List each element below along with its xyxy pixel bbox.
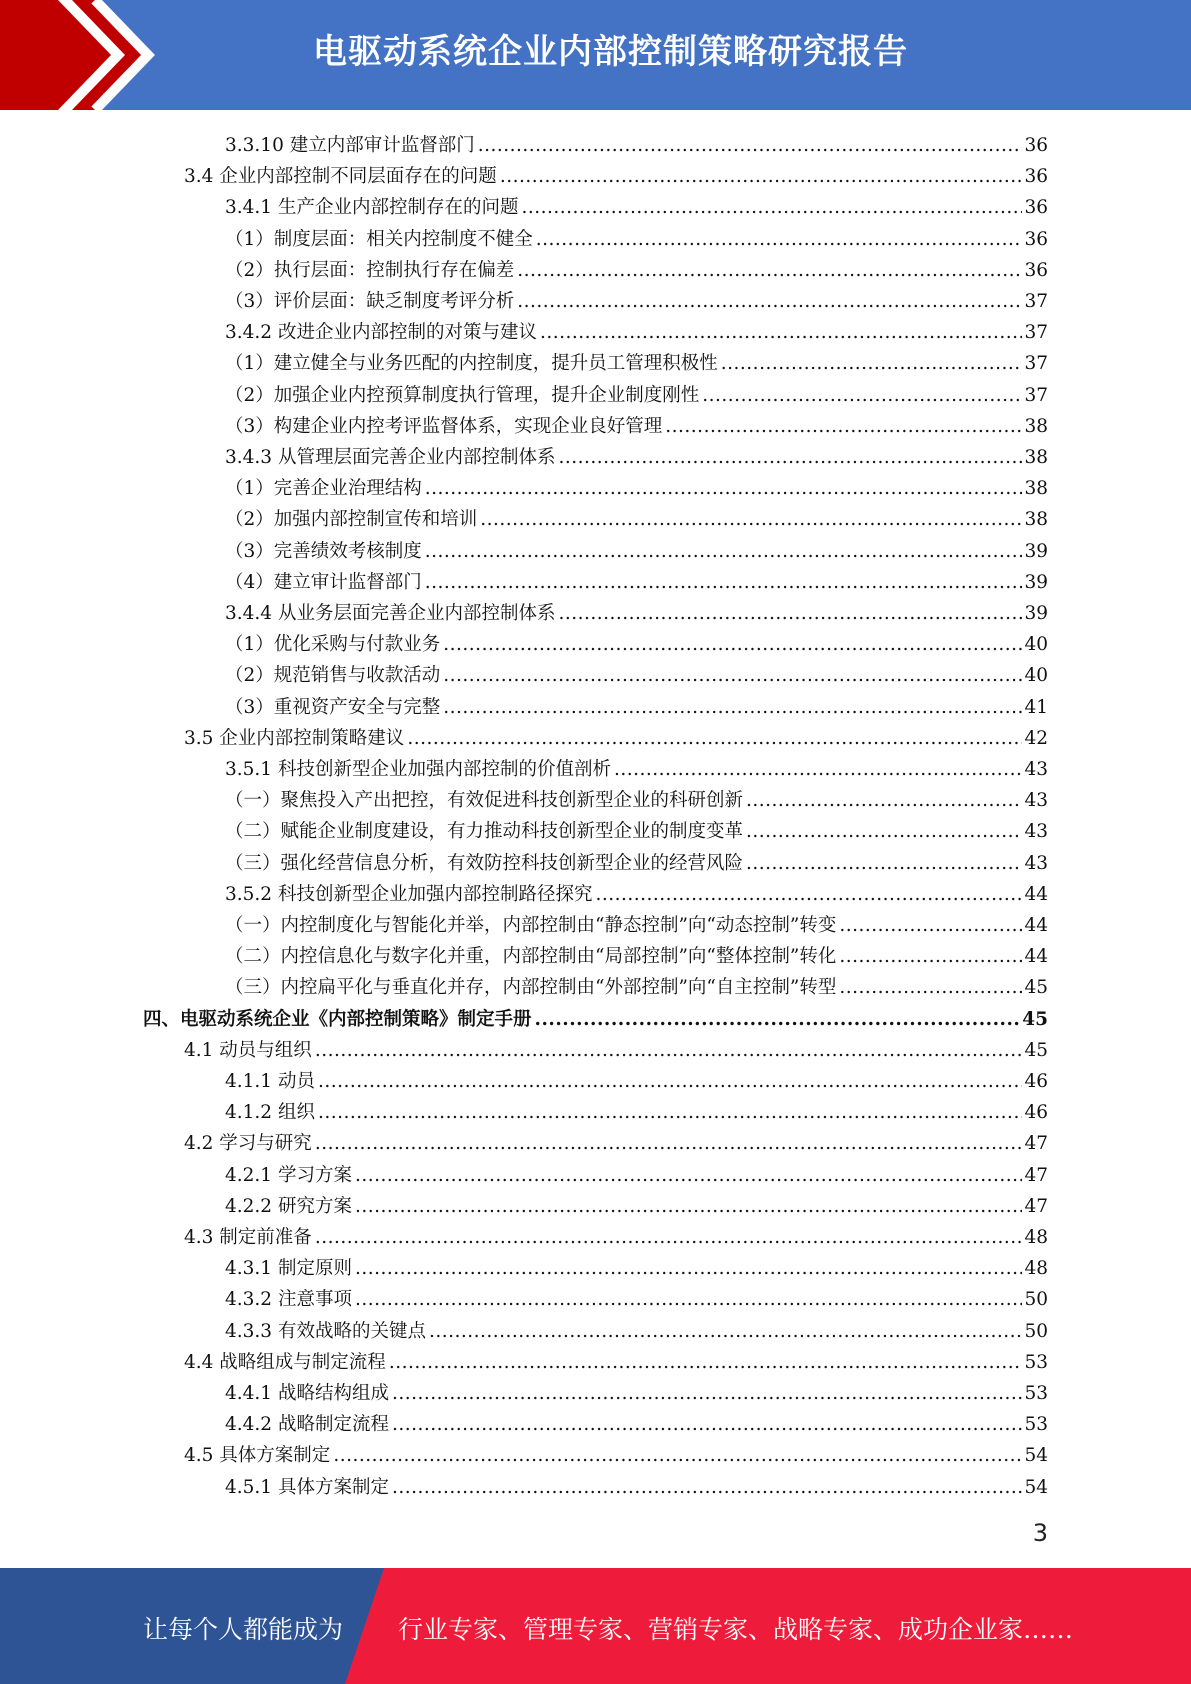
toc-entry-page: 45: [1024, 977, 1048, 999]
toc-entry-page: 39: [1024, 603, 1048, 624]
toc-entry-label: （三）强化经营信息分析，有效防控科技创新型企业的经营风险: [225, 852, 744, 874]
toc-entry[interactable]: [225, 1156, 1048, 1187]
toc-entry-page: 43: [1024, 821, 1048, 843]
toc-entry-page: 37: [1024, 384, 1048, 406]
toc-entry-label: （3）构建企业内控考评监督体系，实现企业良好管理: [225, 415, 663, 437]
toc-entry[interactable]: [225, 875, 1048, 906]
toc-entry[interactable]: [225, 438, 1048, 469]
toc-entry[interactable]: [225, 282, 1048, 313]
toc-entry-page: 54: [1024, 1476, 1048, 1498]
toc-entry-page: 43: [1024, 790, 1048, 812]
toc-leader-dots: [535, 1009, 1021, 1031]
toc-entry[interactable]: [184, 1343, 1048, 1374]
toc-entry[interactable]: [225, 126, 1048, 157]
toc-entry-page: 45: [1024, 1039, 1048, 1061]
toc-leader-dots: [429, 1321, 1022, 1343]
toc-entry-label: 4.5.1 具体方案制定: [225, 1476, 389, 1498]
toc-entry-page: 36: [1024, 259, 1048, 281]
toc-entry[interactable]: [225, 688, 1048, 719]
toc-entry[interactable]: [225, 188, 1048, 219]
toc-leader-dots: [425, 478, 1023, 500]
toc-entry-label: （4）建立审计监督部门: [225, 571, 422, 593]
toc-entry-label: 3.4 企业内部控制不同层面存在的问题: [184, 166, 497, 188]
toc-entry-label: （2）执行层面：控制执行存在偏差: [225, 259, 515, 281]
toc-entry-page: 38: [1024, 447, 1048, 468]
toc-leader-dots: [318, 1071, 1023, 1093]
toc-entry[interactable]: [225, 750, 1048, 781]
toc-leader-dots: [746, 853, 1022, 875]
toc-entry-label: 4.3.1 制定原则: [225, 1258, 352, 1280]
toc-leader-dots: [746, 790, 1022, 812]
toc-entry-page: 39: [1024, 540, 1048, 562]
toc-entry-page: 42: [1024, 727, 1048, 749]
toc-entry-page: 48: [1024, 1227, 1048, 1248]
footer-slogan-left: 让每个人都能成为: [143, 1615, 344, 1644]
toc-entry-label: （1）完善企业治理结构: [225, 478, 422, 500]
toc-entry-label: 4.5 具体方案制定: [184, 1445, 331, 1467]
toc-entry-page: 37: [1024, 322, 1048, 344]
toc-entry[interactable]: [184, 157, 1048, 188]
toc-leader-dots: [536, 229, 1023, 251]
toc-leader-dots: [595, 884, 1022, 906]
toc-entry-page: 36: [1024, 135, 1048, 156]
toc-leader-dots: [500, 166, 1023, 188]
toc-entry-page: 38: [1024, 415, 1048, 437]
toc-entry-label: （二）内控信息化与数字化并重，内部控制由“局部控制”向“整体控制”转化: [225, 946, 837, 968]
toc-entry-label: （1）制度层面：相关内控制度不健全: [225, 228, 533, 250]
toc-entry[interactable]: [225, 906, 1048, 937]
toc-leader-dots: [318, 1102, 1023, 1124]
toc-leader-dots: [392, 1414, 1022, 1436]
toc-entry-label: 3.4.1 生产企业内部控制存在的问题: [225, 197, 519, 219]
footer-slogan-right: 行业专家、管理专家、营销专家、战略专家、成功企业家……: [398, 1615, 1074, 1644]
toc-entry-page: 50: [1024, 1289, 1048, 1311]
toc-entry-page: 53: [1024, 1414, 1048, 1436]
toc-entry[interactable]: [225, 1093, 1048, 1124]
toc-entry-label: （二）赋能企业制度建设，有力推动科技创新型企业的制度变革: [225, 821, 744, 843]
toc-entry-label: （三）内控扁平化与垂直化并存，内部控制由“外部控制”向“自主控制”转型: [225, 977, 837, 999]
toc-leader-dots: [443, 665, 1022, 687]
toc-entry[interactable]: [225, 344, 1048, 375]
toc-leader-dots: [517, 291, 1022, 313]
toc-entry-page: 41: [1024, 696, 1048, 718]
toc-leader-dots: [480, 509, 1022, 531]
toc-entry-page: 44: [1024, 883, 1048, 905]
toc-entry[interactable]: [225, 1374, 1048, 1405]
toc-leader-dots: [392, 1477, 1022, 1499]
toc-entry[interactable]: [225, 1062, 1048, 1093]
toc-entry[interactable]: [225, 220, 1048, 251]
toc-entry-label: （1）建立健全与业务匹配的内控制度，提升员工管理积极性: [225, 353, 718, 375]
toc-entry-page: 47: [1024, 1164, 1048, 1186]
toc-entry[interactable]: [225, 469, 1048, 500]
toc-entry-label: （一）聚焦投入产出把控，有效促进科技创新型企业的科研创新: [225, 790, 744, 812]
toc-entry[interactable]: [225, 781, 1048, 812]
toc-entry-page: 36: [1024, 228, 1048, 250]
toc-leader-dots: [478, 135, 1023, 157]
toc-entry[interactable]: [184, 1436, 1048, 1467]
toc-leader-dots: [839, 946, 1022, 968]
toc-entry-page: 36: [1024, 197, 1048, 219]
toc-entry-page: 47: [1024, 1195, 1048, 1217]
toc-entry[interactable]: [225, 532, 1048, 563]
toc-entry-label: 3.3.10 建立内部审计监督部门: [225, 135, 475, 156]
toc-entry-page: 45: [1022, 1008, 1048, 1030]
toc-entry[interactable]: [225, 407, 1048, 438]
toc-entry-label: 4.1.1 动员: [225, 1071, 315, 1092]
toc-leader-dots: [392, 1383, 1022, 1405]
toc-entry[interactable]: [225, 968, 1048, 999]
toc-entry-page: 37: [1024, 291, 1048, 312]
toc-leader-dots: [702, 385, 1022, 407]
toc-entry-label: 4.4.1 战略结构组成: [225, 1383, 389, 1404]
toc-leader-dots: [425, 541, 1023, 563]
toc-entry[interactable]: [225, 844, 1048, 875]
toc-entry[interactable]: [225, 1280, 1048, 1311]
toc-entry-label: 4.3 制定前准备: [184, 1227, 312, 1248]
toc-entry-page: 38: [1024, 478, 1048, 500]
toc-entry[interactable]: [225, 625, 1048, 656]
toc-entry-page: 40: [1024, 634, 1048, 656]
toc-entry-page: 43: [1024, 852, 1048, 874]
toc-entry-label: 4.2 学习与研究: [184, 1133, 312, 1155]
toc-entry-label: （1）优化采购与付款业务: [225, 634, 441, 656]
toc-leader-dots: [355, 1289, 1023, 1311]
toc-entry-page: 50: [1024, 1320, 1048, 1342]
toc-entry-label: 3.4.4 从业务层面完善企业内部控制体系: [225, 603, 556, 624]
toc-entry[interactable]: [225, 1405, 1048, 1436]
toc-leader-dots: [540, 322, 1022, 344]
toc-entry-page: 36: [1024, 166, 1048, 188]
toc-entry-page: 46: [1024, 1071, 1048, 1092]
toc-entry[interactable]: [225, 1312, 1048, 1343]
toc-entry[interactable]: [184, 1124, 1048, 1155]
toc-leader-dots: [315, 1040, 1023, 1062]
toc-entry[interactable]: [225, 376, 1048, 407]
toc-leader-dots: [315, 1133, 1023, 1155]
toc-leader-dots: [521, 197, 1022, 219]
toc-entry[interactable]: [225, 563, 1048, 594]
toc-entry-label: 3.5.1 科技创新型企业加强内部控制的价值剖析: [225, 759, 611, 780]
toc-entry-label: （2）加强内部控制宣传和培训: [225, 509, 478, 531]
toc-entry[interactable]: [225, 1187, 1048, 1218]
toc-entry-label: 4.1 动员与组织: [184, 1039, 312, 1061]
toc-leader-dots: [315, 1227, 1023, 1249]
toc-entry-label: （3）评价层面：缺乏制度考评分析: [225, 291, 515, 312]
toc-leader-dots: [839, 977, 1022, 999]
toc-entry-label: （一）内控制度化与智能化并举，内部控制由“静态控制”向“动态控制”转变: [225, 915, 837, 936]
toc-entry-label: （2）加强企业内控预算制度执行管理，提升企业制度刚性: [225, 384, 700, 406]
toc-entry-label: 四、电驱动系统企业《内部控制策略》制定手册: [143, 1008, 532, 1030]
toc-entry[interactable]: [225, 594, 1048, 625]
toc-entry-label: 3.5 企业内部控制策略建议: [184, 727, 405, 749]
toc-entry-label: 4.4 战略组成与制定流程: [184, 1351, 386, 1373]
toc-leader-dots: [425, 572, 1023, 594]
toc-entry-page: 47: [1024, 1133, 1048, 1155]
toc-leader-dots: [355, 1196, 1023, 1218]
toc-entry-page: 54: [1024, 1445, 1048, 1467]
toc-entry-page: 44: [1024, 915, 1048, 936]
toc-entry-page: 46: [1024, 1102, 1048, 1124]
toc-entry-page: 43: [1024, 759, 1048, 780]
toc-entry-page: 53: [1024, 1351, 1048, 1373]
toc-entry-page: 48: [1024, 1258, 1048, 1280]
toc-entry-label: 3.4.2 改进企业内部控制的对策与建议: [225, 322, 537, 344]
toc-entry-label: （3）完善绩效考核制度: [225, 540, 422, 562]
toc-leader-dots: [665, 416, 1022, 438]
toc-entry[interactable]: [225, 656, 1048, 687]
toc-leader-dots: [389, 1352, 1023, 1374]
toc-entry-page: 39: [1024, 571, 1048, 593]
toc-entry[interactable]: [225, 313, 1048, 344]
toc-entry-page: 44: [1024, 946, 1048, 968]
toc-entry[interactable]: [225, 1249, 1048, 1280]
toc-entry-label: 4.1.2 组织: [225, 1102, 315, 1124]
toc-leader-dots: [721, 353, 1023, 375]
toc-leader-dots: [355, 1165, 1023, 1187]
toc-entry-label: （2）规范销售与收款活动: [225, 665, 441, 687]
toc-entry[interactable]: [184, 1031, 1048, 1062]
toc-entry-label: 4.2.2 研究方案: [225, 1195, 352, 1217]
toc-entry-label: 4.2.1 学习方案: [225, 1164, 352, 1186]
toc-leader-dots: [558, 447, 1022, 469]
toc-entry[interactable]: [225, 937, 1048, 968]
toc-leader-dots: [614, 759, 1022, 781]
toc-entry-page: 37: [1024, 353, 1048, 375]
toc-entry[interactable]: [225, 251, 1048, 282]
toc-entry-page: 53: [1024, 1383, 1048, 1404]
toc-leader-dots: [746, 821, 1022, 843]
toc-entry[interactable]: [184, 719, 1048, 750]
toc-leader-dots: [517, 260, 1022, 282]
page-header: [0, 0, 1191, 110]
toc-leader-dots: [443, 697, 1022, 719]
toc-entry[interactable]: [225, 1468, 1048, 1499]
toc-leader-dots: [355, 1258, 1023, 1280]
document-title: 电驱动系统企业内部控制策略研究报告: [313, 32, 908, 72]
toc-entry-page: 40: [1024, 665, 1048, 687]
toc-entry-label: 3.4.3 从管理层面完善企业内部控制体系: [225, 447, 556, 468]
page-footer: [0, 1568, 1191, 1684]
toc-leader-dots: [333, 1445, 1022, 1467]
toc-entry[interactable]: [143, 1000, 1048, 1031]
toc-leader-dots: [839, 915, 1022, 937]
toc-entry-label: （3）重视资产安全与完整: [225, 696, 441, 718]
toc-leader-dots: [443, 634, 1022, 656]
toc-entry-label: 4.3.2 注意事项: [225, 1289, 352, 1311]
toc-entry-label: 4.3.3 有效战略的关键点: [225, 1320, 426, 1342]
toc-leader-dots: [407, 728, 1022, 750]
toc-entry[interactable]: [184, 1218, 1048, 1249]
page-number: 3: [1032, 1519, 1048, 1547]
toc-entry[interactable]: [225, 812, 1048, 843]
toc-entry-page: 38: [1024, 509, 1048, 531]
toc-entry-label: 3.5.2 科技创新型企业加强内部控制路径探究: [225, 883, 593, 905]
toc-entry[interactable]: [225, 500, 1048, 531]
toc-entry-label: 4.4.2 战略制定流程: [225, 1414, 389, 1436]
toc-leader-dots: [558, 603, 1022, 625]
